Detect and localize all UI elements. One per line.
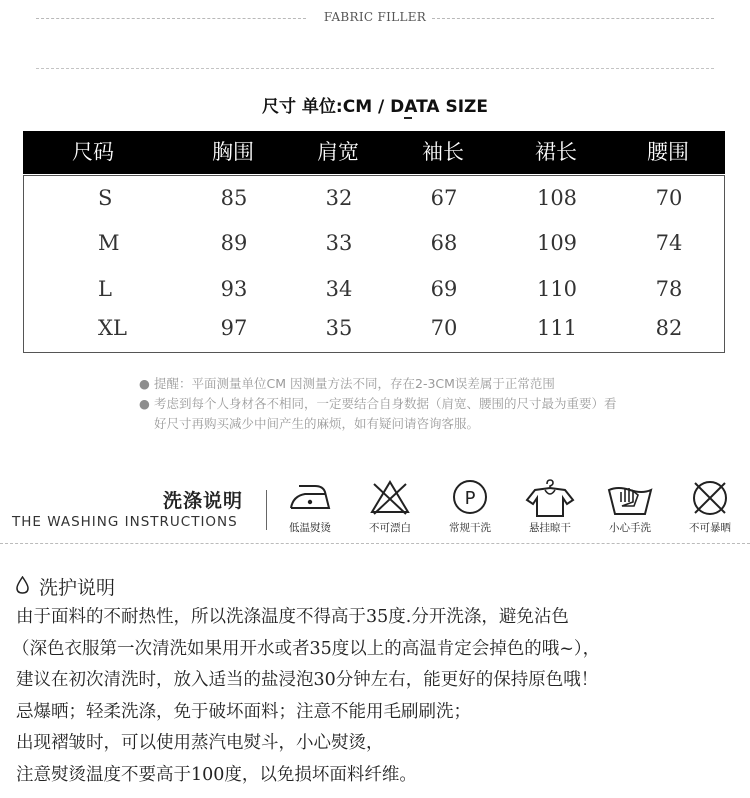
col-header-bust: 胸围 (212, 140, 254, 164)
hand-wash-icon (605, 478, 655, 518)
table-cell: L (98, 277, 112, 301)
no-bleach-icon (368, 478, 412, 516)
col-header-waist: 腰围 (647, 140, 689, 164)
header-title: FABRIC FILLER (323, 10, 427, 24)
note-item (139, 394, 619, 434)
wash-symbol-label: 不可漂白 (369, 522, 411, 534)
col-header-size: 尺码 (72, 140, 114, 164)
size-table-header (23, 131, 725, 174)
header-divider-right (432, 18, 714, 19)
table-cell: M (98, 231, 120, 255)
svg-text:P: P (464, 488, 476, 509)
care-title (16, 573, 115, 600)
size-table-body (23, 175, 725, 353)
table-cell: 110 (536, 277, 578, 301)
table-cell: 33 (325, 231, 353, 255)
care-title-text: 洗护说明 (39, 577, 116, 599)
care-line: 注意熨烫温度不要高于100度，以免损坏面料纤维。 (16, 764, 417, 785)
wash-symbol-label: 常规干洗 (449, 522, 491, 534)
care-line: 建议在初次清洗时，放入适当的盐浸泡30分钟左右，能更好的保持原色哦！ (16, 670, 599, 690)
care-line: 由于面料的不耐热性，所以洗涤温度不得高于35度.分开洗涤，避免沾色 (16, 607, 569, 627)
table-cell: 32 (325, 186, 353, 210)
size-table-title: 尺寸 单位:CM / DATA SIZE (262, 97, 488, 117)
table-cell: 109 (536, 231, 578, 255)
wash-symbol-label: 低温熨烫 (289, 522, 331, 534)
care-line: 出现褶皱时，可以使用蒸汽电熨斗，小心熨烫， (16, 733, 384, 753)
section-divider (0, 543, 750, 544)
measurement-notes (139, 374, 619, 434)
table-cell: 68 (430, 231, 458, 255)
washing-title-en: THE WASHING INSTRUCTIONS (12, 514, 238, 530)
table-cell: 35 (325, 316, 353, 340)
wash-symbol (350, 478, 430, 538)
wash-symbol (510, 478, 590, 538)
washing-divider (266, 490, 267, 530)
table-cell: 74 (655, 231, 683, 255)
table-cell: 97 (220, 316, 248, 340)
hang-dry-icon (525, 478, 575, 518)
iron-low-temp-icon (285, 478, 335, 516)
care-line: （深色衣服第一次清洗如果用开水或者35度以上的高温肯定会掉色的哦~）， (12, 638, 601, 659)
note-text: 提醒：平面测量单位CM 因测量方法不同，存在2-3CM误差属于正常范围 (154, 376, 555, 391)
table-cell: 89 (220, 231, 248, 255)
wash-symbol-label: 不可暴晒 (689, 522, 731, 534)
washing-title-cn: 洗涤说明 (163, 490, 244, 512)
wash-symbol (430, 478, 510, 538)
bullet-icon: ● (139, 396, 150, 411)
dry-clean-p-icon (450, 478, 490, 516)
no-tumble-dry-icon (688, 478, 732, 518)
table-cell: 69 (430, 277, 458, 301)
wash-symbol (670, 478, 750, 538)
table-cell: 67 (430, 186, 458, 210)
col-header-skirt-length: 裙长 (535, 140, 577, 164)
col-header-shoulder: 肩宽 (317, 140, 359, 164)
water-drop-icon (16, 576, 29, 599)
table-cell: 93 (220, 277, 248, 301)
wash-symbol (270, 478, 350, 538)
title-underline (404, 117, 412, 119)
table-cell: 70 (430, 316, 458, 340)
note-text: 考虑到每个人身材各不相同，一定要结合自身数据（肩宽、腰围的尺寸最为重要）看好尺寸再购买减少中间产生的麻烦，如有疑问请咨询客服。 (154, 396, 617, 431)
table-cell: 82 (655, 316, 683, 340)
col-header-sleeve: 袖长 (422, 140, 464, 164)
table-cell: 108 (536, 186, 578, 210)
table-cell: 78 (655, 277, 683, 301)
table-cell: 111 (536, 316, 578, 340)
table-cell: 34 (325, 277, 353, 301)
table-cell: S (98, 186, 113, 210)
wash-symbol (590, 478, 670, 538)
table-cell: 85 (220, 186, 248, 210)
header-divider-bottom (36, 68, 714, 69)
care-instructions (12, 602, 746, 791)
table-cell: 70 (655, 186, 683, 210)
care-line: 忌爆晒；轻柔洗涤，免于破坏面料；注意不能用毛刷刷洗； (16, 701, 471, 722)
size-table (23, 131, 725, 353)
wash-symbol-label: 悬挂晾干 (529, 522, 571, 534)
table-cell: XL (98, 316, 127, 340)
note-item (139, 374, 619, 394)
bullet-icon: ● (139, 376, 150, 391)
wash-symbol-label: 小心手洗 (609, 522, 651, 534)
